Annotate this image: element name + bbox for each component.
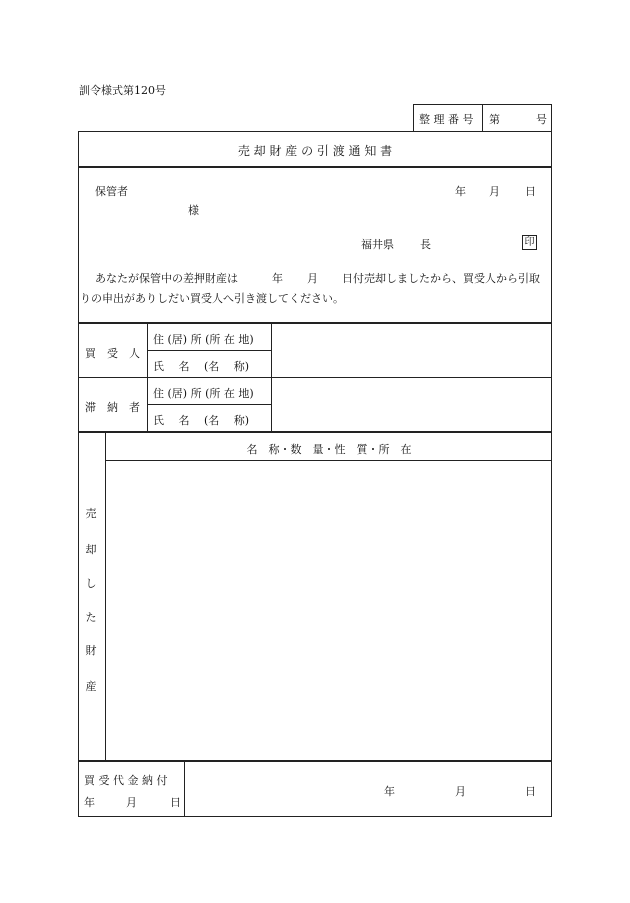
payment-label-line1: 買 受 代 金 納 付 (84, 774, 168, 787)
notice-body-line1-b: 日付売却しましたから、買受人から引取 (342, 272, 540, 285)
property-side-char: た (85, 611, 97, 624)
notice-body-line2: りの申出がありしだい買受人へ引き渡してください。 (80, 292, 344, 305)
payment-date-day: 日 (525, 785, 536, 798)
payment-label-day: 日 (170, 796, 181, 809)
property-side-char: 却 (85, 543, 97, 556)
reference-go: 号 (536, 113, 547, 126)
payment-date-month: 月 (455, 785, 466, 798)
payment-label-month: 月 (126, 796, 137, 809)
delinquent-name-label: 氏 名 (名 称) (153, 414, 250, 427)
seal-icon: 印 (522, 235, 537, 250)
date-year-label: 年 (455, 185, 466, 198)
property-side-char: し (85, 577, 97, 590)
buyer-address-label: 住 (居) 所 (所 在 地) (153, 333, 254, 346)
sama-label: 様 (188, 204, 199, 217)
date-day-label: 日 (525, 185, 536, 198)
property-side-char: 売 (85, 507, 97, 520)
form-number: 訓令様式第120号 (79, 84, 166, 97)
document-title: 売 却 財 産 の 引 渡 通 知 書 (237, 144, 393, 158)
notice-body-line1-a: あなたが保管中の差押財産は (95, 272, 238, 285)
holder-label: 保管者 (95, 185, 128, 198)
delinquent-label: 滞 納 者 (85, 401, 140, 414)
delinquent-address-label: 住 (居) 所 (所 在 地) (153, 387, 254, 400)
reference-dai: 第 (489, 113, 500, 126)
issuer-title: 長 (420, 238, 431, 251)
payment-label-year: 年 (84, 796, 95, 809)
buyer-label: 買 受 人 (85, 347, 140, 360)
notice-body-month: 月 (307, 272, 318, 285)
property-header: 名 称・数 量・性 質・所 在 (246, 443, 412, 456)
notice-body-year: 年 (272, 272, 283, 285)
issuer-prefecture: 福井県 (361, 238, 394, 251)
property-side-char: 産 (85, 680, 97, 693)
date-month-label: 月 (489, 185, 500, 198)
reference-number-label: 整 理 番 号 (419, 113, 474, 126)
property-side-char: 財 (85, 644, 97, 657)
buyer-name-label: 氏 名 (名 称) (153, 360, 250, 373)
payment-date-year: 年 (384, 785, 395, 798)
